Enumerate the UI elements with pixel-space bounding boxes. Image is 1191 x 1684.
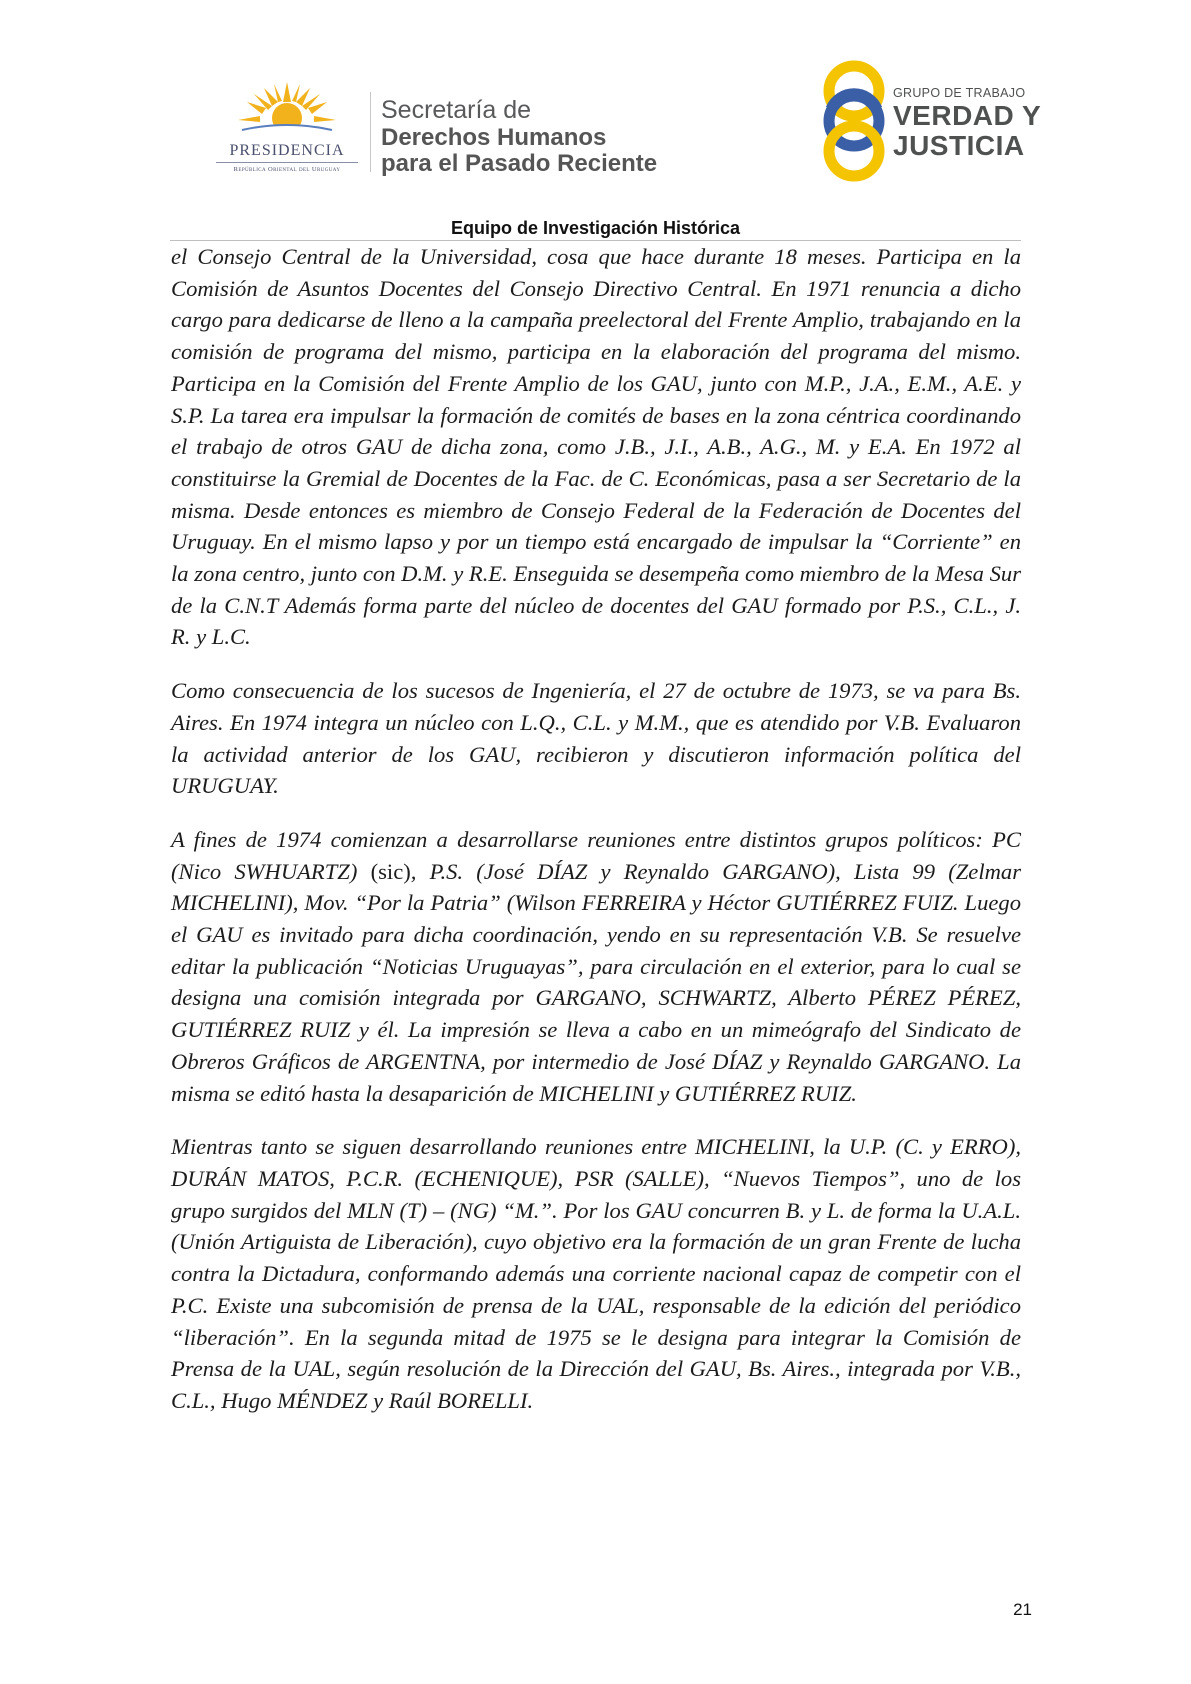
paragraph-4: Mientras tanto se siguen desarrollando reuniones entre MICHELINI, la U.P. (C. y ERRO), DURÁN MATOS, P.C.R. (ECHENIQUE), PSR (SALLE), “Nuevos Tiempos”, uno de los grupo surgidos del MLN (T) – (NG) “M.”. Por los GAU concurren B. y L. de forma la U.A.L. (Unión Artiguista de Liberación), cuyo objetivo era la formación de un gran Frente de lucha contra la Dictadura, conformando además una corriente nacional capaz de competir con el P.C. Existe una subcomisión de prensa de la UAL, responsable de la edición del periódico “liberación”. En la segunda mitad de 1975 se le designa para integrar la Comisión de Prensa de la UAL, según resolución de la Dirección del GAU, Bs. Aires., integrada por V.B., C.L., Hugo MÉNDEZ y Raúl BORELLI.: [171, 1134, 1021, 1413]
paragraph-3: [171, 824, 1021, 1109]
presidencia-subtitle: República Oriental del Uruguay: [233, 166, 341, 173]
secretaria-line1: Secretaría de: [381, 96, 532, 124]
page-header: [0, 0, 1191, 240]
header-subtitle: Equipo de Investigación Histórica: [450, 218, 741, 238]
grupo-line3: JUSTICIA: [893, 130, 1025, 161]
grupo-trabajo-text: [893, 86, 1041, 161]
document-body: [171, 241, 1021, 1439]
secretaria-line2: Derechos Humanos: [381, 124, 607, 151]
paragraph-3-part-c: , P.S. (José DÍAZ y Reynaldo GARGANO), Lista 99 (Zelmar MICHELINI), Mov. “Por la Patria” (Wilson FERREIRA y Héctor GUTIÉRREZ FUIZ. Luego el GAU es invitado para dicha coordinación, yendo en su representación V.B. Se resuelve editar la publicación “Noticias Uruguayas”, para circulación en el exterior, para lo cual se designa una comisión integrada por GARGANO, SCHWARTZ, Alberto PÉREZ PÉREZ, GUTIÉRREZ RUIZ y él. La impresión se lleva a cabo en un mimeógrafo del Sindicato de Obreros Gráficos de ARGENTNA, por intermedio de José DÍAZ y Reynaldo GARGANO. La misma se editó hasta la desaparición de MICHELINI y GUTIÉRREZ RUIZ.: [171, 858, 1022, 1106]
page-number: 21: [1013, 1600, 1032, 1619]
presidencia-divider: [216, 162, 358, 163]
secretaria-line3: para el Pasado Reciente: [381, 150, 658, 177]
grupo-line2: VERDAD Y: [893, 100, 1042, 131]
paragraph-3-part-a: A fines de 1974 comienzan a desarrollarse reuniones entre distintos grupos políticos: PC (Nico SWHUARTZ): [171, 826, 1021, 884]
secretaria-logo-text: [381, 96, 657, 177]
paragraph-3-sic: (sic): [357, 858, 411, 884]
paragraph-2: Como consecuencia de los sucesos de Ingeniería, el 27 de octubre de 1973, se va para Bs. Aires. En 1974 integra un núcleo con L.Q., C.L. y M.M., que es atendido por V.B. Evaluaron la actividad anterior de los GAU, recibieron y discutieron información política del URUGUAY.: [171, 678, 1021, 799]
grupo-line1: GRUPO DE TRABAJO: [893, 86, 1026, 100]
paragraph-1: el Consejo Central de la Universidad, cosa que hace durante 18 meses. Participa en la Comisión de Asuntos Docentes del Consejo Directivo Central. En 1971 renuncia a dicho cargo para dedicarse de lleno a la campaña preelectoral del Frente Amplio, trabajando en la comisión de programa del mismo, participa en la elaboración del programa del mismo. Participa en la Comisión del Frente Amplio de los GAU, junto con M.P., J.A., E.M., A.E. y S.P. La tarea era impulsar la formación de comités de bases en la zona céntrica coordinando el trabajo de otros GAU de dicha zona, como J.B., J.I., A.B., A.G., M. y E.A. En 1972 al constituirse la Gremial de Docentes de la Fac. de C. Económicas, pasa a ser Secretario de la misma. Desde entonces es miembro de Consejo Federal de la Federación de Docentes del Uruguay. En el mismo lapso y por un tiempo está encargado de impulsar la “Corriente” en la zona centro, junto con D.M. y R.E. Enseguida se desempeña como miembro de la Mesa Sur de la C.N.T Además forma parte del núcleo de docentes del GAU formado por P.S., C.L., J. R. y L.C.: [171, 244, 1021, 650]
presidencia-name: PRESIDENCIA: [229, 142, 345, 159]
sun-emblem-icon: [232, 80, 342, 142]
presidencia-logo: [208, 80, 366, 180]
header-divider: [370, 92, 371, 172]
